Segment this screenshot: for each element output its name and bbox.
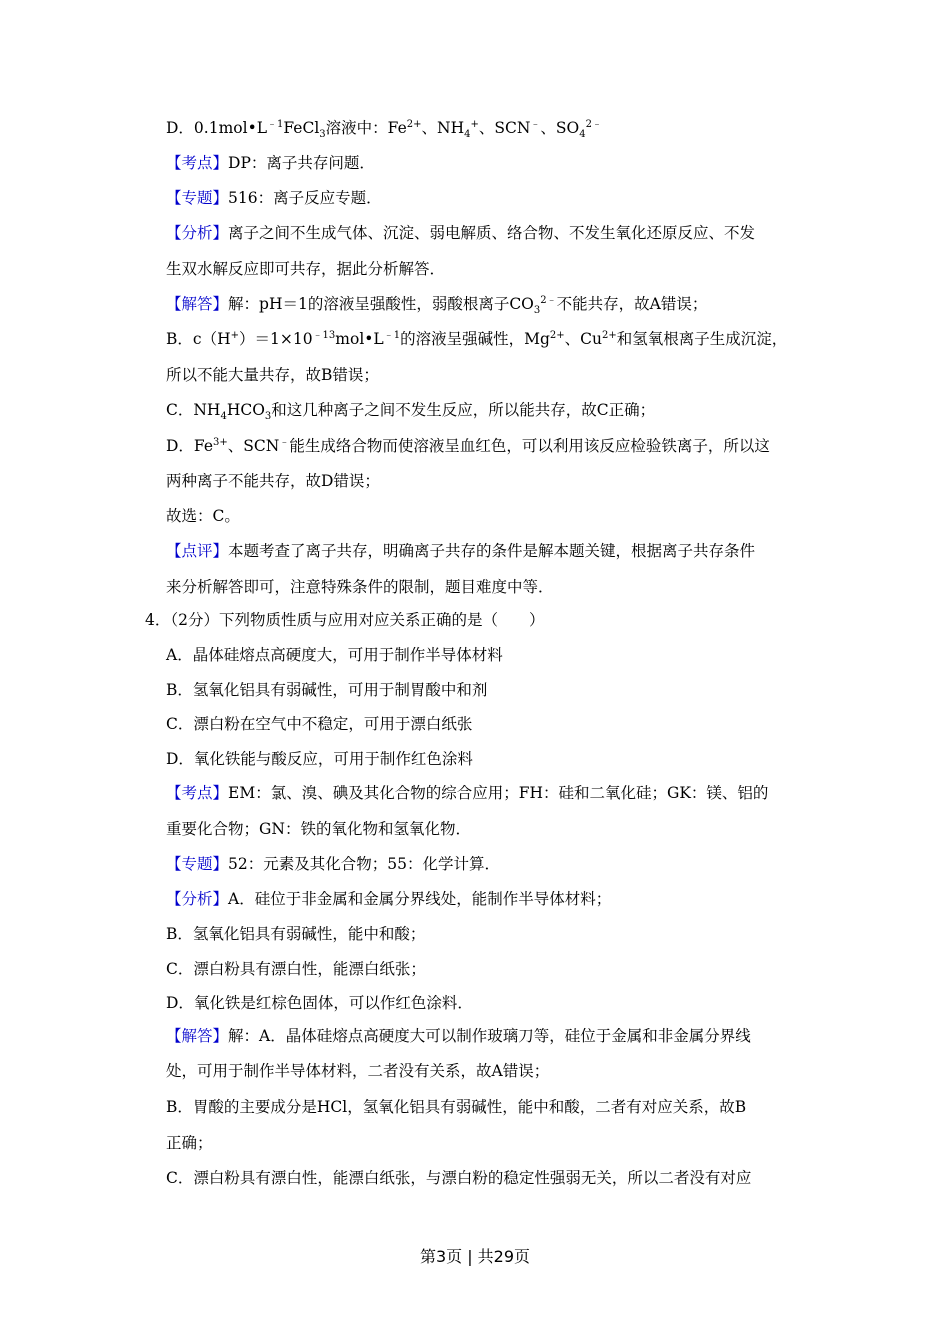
text-line xyxy=(166,294,708,317)
text-run: C．漂白粉具有漂白性，能漂白纸张； xyxy=(166,960,426,978)
text-run: 处，可用于制作半导体材料，二者没有关系，故A错误； xyxy=(166,1062,550,1080)
subscript: 4 xyxy=(220,411,227,423)
text-line xyxy=(166,329,787,349)
subscript: 4 xyxy=(579,129,586,141)
text-run: 和氢氧根离子生成沉淀， xyxy=(616,330,788,348)
text-line xyxy=(166,645,503,665)
text-run: 52：元素及其化合物；55：化学计算． xyxy=(228,855,500,873)
text-run: HCO xyxy=(226,401,265,419)
section-tag: 【解答】 xyxy=(166,1027,229,1045)
text-line xyxy=(166,959,426,979)
section-tag: 【解答】 xyxy=(166,295,229,313)
text-line xyxy=(166,1026,751,1046)
section-tag: 【分析】 xyxy=(166,224,229,242)
text-run: 来分析解答即可，注意特殊条件的限制，题目难度中等． xyxy=(166,578,554,596)
page-footer: 第3页 | 共29页 xyxy=(419,1247,531,1266)
text-line xyxy=(166,819,471,839)
text-run: 故选：C。 xyxy=(166,507,240,525)
text-line xyxy=(166,714,472,734)
text-run: 能生成络合物而使溶液呈血红色，可以利用该反应检验铁离子，所以这 xyxy=(289,437,770,455)
text-run: DP：离子共存问题． xyxy=(228,154,375,172)
section-tag: 【点评】 xyxy=(166,542,229,560)
superscript: 2﹣ xyxy=(540,294,557,306)
text-run: 、SO xyxy=(540,119,580,137)
subscript: 4 xyxy=(464,129,471,141)
text-run: EM：氯、溴、碘及其化合物的综合应用；FH：硅和二氧化硅；GK：镁、铝的 xyxy=(228,784,769,802)
superscript: ﹣13 xyxy=(312,329,336,341)
text-line xyxy=(166,1133,213,1153)
text-line xyxy=(166,924,425,944)
section-tag: 【考点】 xyxy=(166,154,229,172)
superscript: ﹣1 xyxy=(383,329,401,341)
text-run: mol•L xyxy=(335,330,384,348)
text-run: B．c（H xyxy=(166,330,231,348)
text-line xyxy=(166,259,445,279)
superscript: 2+ xyxy=(406,118,422,130)
text-run: 重要化合物；GN：铁的氧化物和氢氧化物． xyxy=(166,820,471,838)
text-line xyxy=(166,153,375,173)
superscript: + xyxy=(470,118,479,130)
text-line xyxy=(166,1097,746,1117)
section-tag: 【分析】 xyxy=(166,890,229,908)
text-run: ）＝1×10 xyxy=(238,330,313,348)
text-line xyxy=(166,400,656,423)
text-run: 的溶液呈强碱性，Mg xyxy=(400,330,550,348)
text-line xyxy=(166,680,487,700)
text-line xyxy=(166,577,554,597)
text-run: D．Fe xyxy=(166,437,214,455)
text-run: 离子之间不生成气体、沉淀、弱电解质、络合物、不发生氧化还原反应、不发 xyxy=(228,224,756,242)
text-line xyxy=(166,783,768,803)
text-run: 516：离子反应专题． xyxy=(228,189,382,207)
text-line xyxy=(166,365,379,385)
superscript: 2+ xyxy=(602,329,617,341)
text-run: 、SCN xyxy=(478,119,531,137)
text-run: B．氢氧化铝具有弱碱性，可用于制胃酸中和剂 xyxy=(166,681,488,699)
text-line xyxy=(166,1061,549,1081)
text-run: A．硅位于非金属和金属分界线处，能制作半导体材料； xyxy=(228,890,612,908)
superscript: ﹣1 xyxy=(267,118,284,130)
superscript: ﹣ xyxy=(530,118,541,130)
text-run: 4．（2分）下列物质性质与应用对应关系正确的是（ ） xyxy=(145,611,545,629)
superscript: 3+ xyxy=(213,436,228,448)
text-run: 本题考查了离子共存，明确离子共存的条件是解本题关键，根据离子共存条件 xyxy=(228,542,756,560)
superscript: ﹣ xyxy=(279,436,290,448)
text-run: C．NH xyxy=(166,401,221,419)
section-tag: 【考点】 xyxy=(166,784,229,802)
text-run: 两种离子不能共存，故D错误； xyxy=(166,472,380,490)
text-run: 溶液中：Fe xyxy=(325,119,407,137)
text-line xyxy=(166,993,473,1013)
text-line xyxy=(166,118,602,141)
superscript: 2+ xyxy=(549,329,565,341)
section-tag: 【专题】 xyxy=(166,855,229,873)
text-run: C．漂白粉具有漂白性，能漂白纸张，与漂白粉的稳定性强弱无关，所以二者没有对应 xyxy=(166,1169,752,1187)
text-run: 不能共存，故A错误； xyxy=(556,295,708,313)
text-run: 、Cu xyxy=(564,330,602,348)
text-run: 、NH xyxy=(421,119,465,137)
text-line xyxy=(166,889,611,909)
text-run: B．胃酸的主要成分是HCl，氢氧化铝具有弱碱性，能中和酸，二者有对应关系，故B xyxy=(166,1098,747,1116)
text-run: A．晶体硅熔点高硬度大，可用于制作半导体材料 xyxy=(166,646,503,664)
text-run: 、SCN xyxy=(227,437,280,455)
text-run: D．氧化铁是红棕色固体，可以作红色涂料． xyxy=(166,994,473,1012)
subscript: 3 xyxy=(533,305,541,317)
text-run: 生双水解反应即可共存，据此分析解答． xyxy=(166,260,446,278)
text-run: 解：pH＝1的溶液呈强酸性，弱酸根离子CO xyxy=(228,295,534,313)
text-run: C．漂白粉在空气中不稳定，可用于漂白纸张 xyxy=(166,715,473,733)
subscript: 3 xyxy=(319,129,326,141)
text-run: D．0.1mol•L xyxy=(166,119,267,137)
subscript: 3 xyxy=(264,411,272,423)
text-line xyxy=(166,188,382,208)
text-run: 解：A．晶体硅熔点高硬度大可以制作玻璃刀等，硅位于金属和非金属分界线 xyxy=(228,1027,751,1045)
text-run: 所以不能大量共存，故B错误； xyxy=(166,366,379,384)
text-line xyxy=(166,541,755,561)
text-line xyxy=(166,506,240,526)
text-run: B．氢氧化铝具有弱碱性，能中和酸； xyxy=(166,925,426,943)
text-line xyxy=(166,854,500,874)
text-line xyxy=(166,471,380,491)
text-line xyxy=(166,436,770,456)
text-line xyxy=(166,1168,751,1188)
section-tag: 【专题】 xyxy=(166,189,229,207)
text-line xyxy=(166,749,473,769)
text-line xyxy=(166,223,755,243)
text-run: 和这几种离子之间不发生反应，所以能共存，故C正确； xyxy=(271,401,656,419)
text-run: FeCl xyxy=(283,119,320,137)
text-run: D．氧化铁能与酸反应，可用于制作红色涂料 xyxy=(166,750,473,768)
text-line xyxy=(145,610,544,630)
superscript: + xyxy=(230,329,239,341)
superscript: 2﹣ xyxy=(585,118,602,130)
text-run: 正确； xyxy=(166,1134,213,1152)
